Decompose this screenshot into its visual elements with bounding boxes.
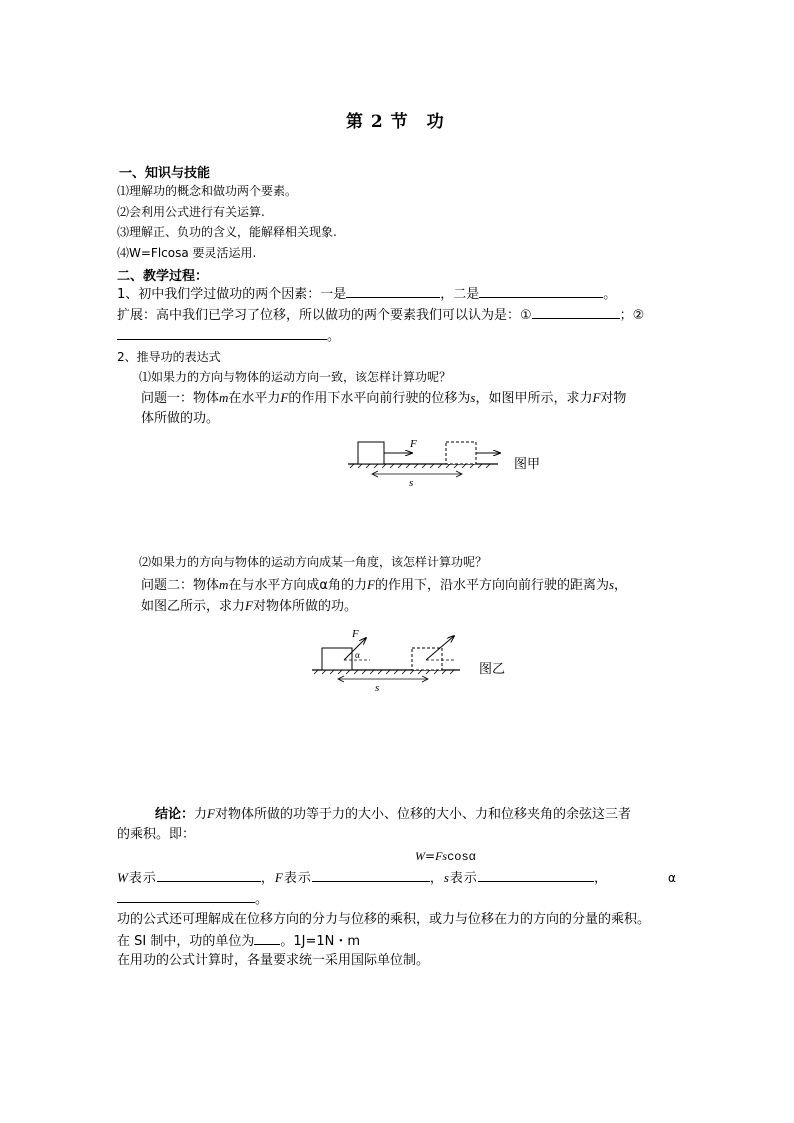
def-comma: ， (429, 871, 444, 886)
figure-yi-caption: 图乙 (479, 662, 506, 677)
var-F: F (592, 390, 601, 405)
case-1: ⑴如果力的方向与物体的运动方向一致，该怎样计算功呢？ (139, 370, 452, 384)
problem-2-line-1 (141, 577, 627, 594)
conclusion-text-b: 对物体所做的功等于力的大小、位移的大小、力和位移夹角的余弦这三者 (214, 807, 631, 822)
question-1-part-a: 1、初中我们学过做功的两个因素：一是 (117, 287, 347, 302)
blank-alpha (117, 891, 255, 903)
def-alpha: α (668, 871, 676, 885)
force-label: F (410, 438, 417, 450)
problem-2-text-e: 如图乙所示，求力 (141, 599, 246, 614)
var-s: s (470, 390, 476, 405)
conclusion-line-1 (155, 806, 631, 823)
work-formula (415, 848, 476, 865)
def-s: s (443, 870, 450, 885)
blank-unit (254, 933, 280, 945)
extension-part-b: ；② (619, 308, 645, 323)
problem-1-text-d: ，如图甲所示，求力 (475, 391, 593, 406)
def-comma: ， (260, 871, 275, 886)
problem-1-text-e: 对物 (600, 391, 627, 406)
question-1-part-b: ，二是 (440, 287, 480, 302)
displacement-label: s (375, 682, 380, 694)
formula-s: s (442, 849, 448, 863)
conclusion-label: 结论： (155, 807, 195, 822)
displacement-label: s (409, 477, 414, 489)
unit-line (117, 933, 360, 950)
conclusion-text-a: 力 (194, 807, 208, 822)
page-title: 第 2 节 功 (346, 112, 445, 132)
blank-element-1 (532, 307, 620, 319)
question-1-part-c: 。 (603, 287, 617, 302)
extension-line (117, 307, 644, 324)
def-s-text: 表示 (449, 871, 478, 886)
subheading-derive: 2、推导功的表达式 (117, 350, 221, 364)
formula-W: W (415, 849, 425, 863)
var-F: F (366, 577, 375, 592)
note-si-units: 在用功的公式计算时，各量要求统一采用国际单位制。 (117, 953, 430, 968)
formula-cos: cosα (447, 850, 476, 864)
blank-W (157, 870, 261, 882)
var-m: m (219, 577, 229, 592)
blank-factor-2 (479, 286, 603, 298)
formula-F: F (435, 849, 443, 863)
def-W: W (117, 870, 129, 885)
figure-jia-caption: 图甲 (514, 457, 541, 472)
extension-part-a: 扩展：高中我们已学习了位移，所以做功的两个要素我们可以认为是：① (117, 308, 532, 323)
blank-s (478, 870, 594, 882)
block-initial (358, 442, 384, 464)
objective-3: ⑶理解正、负功的含义，能解释相关现象. (117, 225, 337, 239)
blank-element-2 (117, 328, 327, 340)
def-W-text: 表示 (128, 871, 157, 886)
case-2: ⑵如果力的方向与物体的运动方向成某一角度，该怎样计算功呢？ (139, 555, 488, 569)
problem-2-text-c: 的作用下，沿水平方向向前行驶的距离为 (374, 578, 609, 593)
var-s: s (608, 577, 615, 592)
problem-2-text-f: 对物体所做的功。 (252, 599, 357, 614)
problem-1-text-c: 的作用下水平向前行驶的位移为 (288, 391, 471, 406)
definitions-line (117, 870, 608, 887)
force-label: F (352, 628, 359, 640)
problem-2-text-b: 在与水平方向成α角的力 (228, 578, 367, 593)
var-F: F (207, 806, 215, 821)
ground-hatching (350, 464, 490, 468)
problem-1-line-2: 体所做的功。 (141, 411, 220, 426)
var-F: F (280, 390, 289, 405)
figure-yi (308, 622, 468, 694)
def-end: 。 (255, 892, 269, 907)
problem-1-line-1 (141, 390, 626, 407)
objective-1: ⑴理解功的概念和做功两个要素。 (117, 184, 298, 198)
angle-label: α (355, 650, 360, 660)
extension-line-2 (117, 328, 340, 345)
definitions-line-2 (117, 891, 268, 908)
figure-jia (340, 434, 510, 490)
problem-2-text-d: ， (614, 578, 628, 593)
problem-2-line-2 (141, 598, 357, 615)
blank-F (312, 870, 430, 882)
var-F: F (245, 598, 253, 613)
def-comma: ， (593, 871, 608, 886)
note-component: 功的公式还可理解成在位移方向的分力与位移的乘积，或力与位移在力的方向的分量的乘积。 (117, 912, 651, 927)
section-heading-process: 二、教学过程： (117, 269, 209, 284)
blank-factor-1 (346, 286, 440, 298)
objective-4: ⑷W=Flcosa 要灵活运用. (117, 246, 257, 260)
block-final (446, 442, 476, 464)
conclusion-line-2: 的乘积。即： (117, 827, 196, 842)
def-F-text: 表示 (283, 871, 312, 886)
problem-1-text-a: 问题一：物体 (141, 391, 220, 406)
problem-1-text-b: 在水平力 (228, 391, 281, 406)
extension-part-c: 。 (327, 329, 341, 344)
section-heading-knowledge: 一、知识与技能 (119, 166, 211, 181)
unit-text-a: 在 SI 制中，功的单位为 (117, 934, 255, 949)
problem-2-text-a: 问题二：物体 (141, 578, 220, 593)
block-initial (322, 648, 352, 670)
var-m: m (219, 390, 229, 405)
objective-2: ⑵会利用公式进行有关运算. (117, 205, 265, 219)
def-F: F (274, 870, 284, 885)
question-1 (117, 286, 616, 303)
unit-text-b: 。1J=1N・m (280, 934, 361, 949)
formula-equals: = (425, 849, 436, 863)
